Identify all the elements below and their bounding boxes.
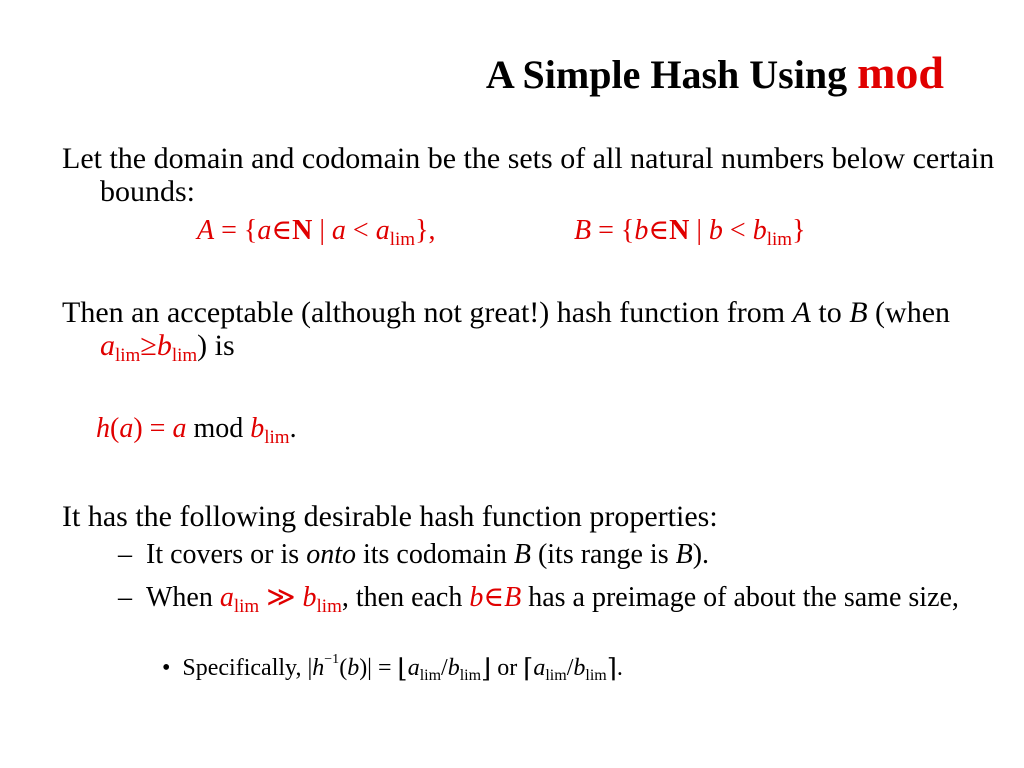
math-fragment: B xyxy=(849,296,868,329)
math-fragment: It covers or is xyxy=(146,539,307,570)
math-fragment: h xyxy=(312,655,325,681)
paragraph-hash-function xyxy=(62,296,1005,366)
math-fragment: a xyxy=(119,413,134,444)
math-fragment: has a preimage of about the same size, xyxy=(521,582,959,613)
math-group xyxy=(219,582,342,617)
math-fragment: – xyxy=(118,582,132,613)
math-fragment: b xyxy=(634,215,649,246)
math-fragment: h xyxy=(96,413,110,444)
math-fragment: . xyxy=(616,655,623,681)
math-fragment: lim xyxy=(115,345,141,366)
math-fragment: – xyxy=(118,539,132,570)
set-definition-b xyxy=(574,214,806,250)
math-fragment: to xyxy=(810,296,850,329)
sub-list-item-specifically xyxy=(162,654,962,683)
list-item-preimage xyxy=(118,582,976,617)
math-fragment: lim xyxy=(233,596,260,617)
math-fragment: / xyxy=(566,655,574,681)
math-fragment: a xyxy=(172,413,187,444)
math-fragment: a xyxy=(257,215,272,246)
math-fragment: ⌋ xyxy=(481,654,492,683)
math-fragment: B xyxy=(513,539,531,570)
math-fragment: < xyxy=(729,215,746,246)
math-fragment: b xyxy=(156,329,172,362)
math-fragment: a xyxy=(407,655,420,681)
math-fragment: mod xyxy=(186,413,251,444)
math-fragment: b xyxy=(469,582,484,613)
math-group xyxy=(100,329,198,366)
title-main: A Simple Hash Using xyxy=(485,52,858,97)
math-fragment: N xyxy=(669,215,690,246)
math-fragment: = { xyxy=(598,215,635,246)
math-fragment: B xyxy=(574,215,592,246)
math-group xyxy=(250,413,290,448)
math-fragment: b xyxy=(447,655,460,681)
math-fragment: ) = xyxy=(133,413,173,444)
math-fragment: lim xyxy=(389,229,416,250)
math-fragment: = { xyxy=(221,215,258,246)
math-fragment: A xyxy=(792,296,811,329)
math-fragment: (its range is xyxy=(530,539,676,570)
math-fragment: −1 xyxy=(324,652,340,667)
math-fragment: or xyxy=(491,655,524,681)
math-fragment: ∈ xyxy=(483,582,505,613)
math-fragment: b xyxy=(752,215,767,246)
math-fragment: lim xyxy=(316,596,342,617)
math-fragment: ⌊ xyxy=(397,654,408,683)
paragraph-properties: It has the following desirable hash function properties: xyxy=(62,500,718,533)
math-fragment: lim xyxy=(264,427,290,448)
math-fragment: ( xyxy=(110,413,120,444)
math-group xyxy=(96,413,186,444)
math-fragment: lim xyxy=(459,667,482,684)
math-fragment: its codomain xyxy=(355,539,514,570)
math-fragment: b xyxy=(708,215,723,246)
math-fragment: a xyxy=(331,215,346,246)
math-fragment: ⌈ xyxy=(523,654,534,683)
math-fragment: ≫ xyxy=(259,582,303,613)
math-fragment: ≥ xyxy=(140,329,157,362)
title-accent: mod xyxy=(857,47,944,98)
set-definition-a xyxy=(197,214,436,250)
math-fragment: ∈ xyxy=(648,215,670,246)
math-fragment: lim xyxy=(545,667,567,684)
math-fragment: a xyxy=(219,582,234,613)
math-fragment: • xyxy=(162,655,171,681)
math-fragment: Then an acceptable (although not great!) hash function from xyxy=(62,296,793,329)
math-fragment: ⌉ xyxy=(606,654,617,683)
math-fragment: b xyxy=(250,413,265,444)
math-fragment: ). xyxy=(692,539,710,570)
math-fragment: b xyxy=(302,582,317,613)
math-fragment: ) is xyxy=(197,329,235,362)
math-fragment: lim xyxy=(585,667,607,684)
math-fragment: , then each xyxy=(341,582,470,613)
list-item-onto xyxy=(118,539,976,570)
paragraph-domain-codomain: Let the domain and codomain be the sets of all natural numbers below certain bounds: xyxy=(62,142,995,208)
hash-formula xyxy=(96,412,297,448)
slide-title xyxy=(486,46,944,99)
math-fragment: A xyxy=(197,215,215,246)
math-fragment: a xyxy=(100,329,115,362)
math-fragment: Specifically, | xyxy=(182,655,313,681)
math-fragment: onto xyxy=(306,539,356,570)
math-fragment: B xyxy=(504,582,522,613)
math-fragment: N xyxy=(292,215,313,246)
math-fragment: a xyxy=(375,215,390,246)
math-fragment: < xyxy=(352,215,369,246)
math-group xyxy=(469,582,521,613)
math-fragment: lim xyxy=(171,345,198,366)
math-fragment: lim xyxy=(766,229,793,250)
math-fragment: | xyxy=(319,215,325,246)
math-fragment: / xyxy=(441,655,448,681)
math-fragment: a xyxy=(533,655,546,681)
math-fragment: . xyxy=(289,413,297,444)
math-fragment: } xyxy=(792,215,806,246)
math-fragment: lim xyxy=(419,667,442,684)
math-fragment: }, xyxy=(415,215,436,246)
math-fragment: | xyxy=(696,215,702,246)
math-fragment: )| = xyxy=(359,655,398,681)
math-fragment: b xyxy=(573,655,586,681)
math-fragment: B xyxy=(675,539,693,570)
math-fragment: b xyxy=(347,655,360,681)
math-fragment: ∈ xyxy=(271,215,293,246)
math-fragment: ( xyxy=(339,655,348,681)
math-fragment: When xyxy=(146,582,220,613)
math-fragment: (when xyxy=(867,296,951,329)
